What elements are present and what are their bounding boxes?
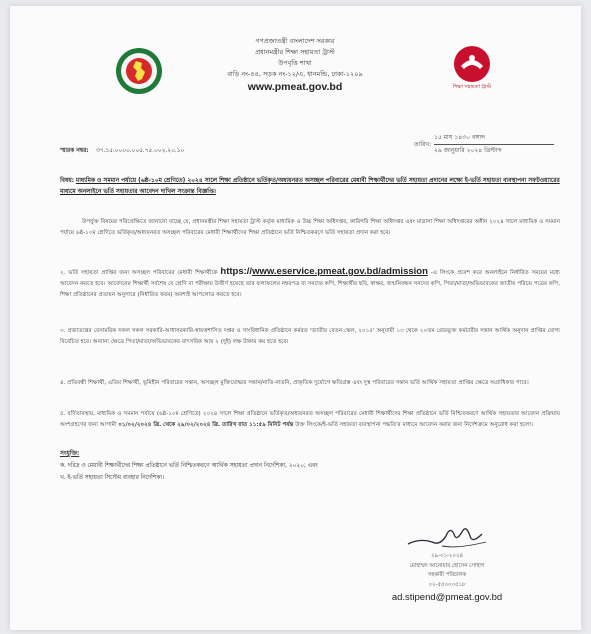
memo-number (60, 146, 184, 156)
date-block (414, 133, 554, 156)
signature-block (382, 516, 512, 603)
paragraph-2-rest: -এ লিংকে প্রবেশ করে অনলাইনে নির্ধারিত সময়ের মধ্যে আবেদন করতে হবে। আবেদনের শিক্ষার্থী সর্বশেষ যে শ্রেণি বা পরীক্ষায় উত্তীর্ণ হয়েছে তার ফলাফলের নম্বরপত্র বা সনদের কপি, শিক্ষার্থীর ছবি, স্বাক্ষর, জন্মনিবন্ধন সনদের কপি, পিতা/মাতা/অভিভাবকের জাতীয় পরিচয় পত্রের কপি, শিক্ষা প্রতিষ্ঠানের প্রত্যয়ন অনুসারে (নির্ধারিত ফরম) অবশ্যই আপলোড করতে হবে। (60, 270, 560, 298)
memo-label: স্মারক নম্বর: (60, 148, 89, 154)
date-label: তারিখ: (414, 141, 432, 148)
attachment-item: ক. দরিদ্র ও মেধাবী শিক্ষার্থীদের শিক্ষা প্রতিষ্ঠানে ভর্তি নিশ্চিতকরণে আর্থিক সহায়তা প্রদান নির্দেশিকা, ২০২০; এবং (60, 463, 318, 469)
admission-link[interactable]: https://www.eservice.pmeat.gov.bd/admission (220, 266, 428, 277)
paragraph-4 (60, 378, 560, 389)
subject-label: বিষয়: (60, 178, 75, 184)
attachment-item: খ. ই-ভর্তি সহায়তা সিস্টেম ব্যবহার নির্দেশিকা। (60, 475, 165, 481)
website: www.pmeat.gov.bd (247, 81, 343, 93)
bangladesh-govt-logo (114, 46, 164, 96)
attachments (60, 448, 560, 484)
paragraph-2 (60, 267, 560, 300)
date-bangla: ১৫ মাঘ ১৪৩০ বঙ্গাব্দ (434, 134, 486, 141)
letterhead (170, 36, 420, 94)
trust-logo-caption: শিক্ষা সহায়তা ট্রাস্ট (452, 84, 492, 90)
paragraph-5 (60, 409, 560, 431)
address: বাড়ি নং-৪৪, সড়ক নং-১২/এ, ধানমন্ডি, ঢাকা-১২০৯ (227, 70, 363, 78)
signature-date: ২৯-০১-২০২৪ (431, 553, 463, 559)
signatory-email[interactable]: ad.stipend@pmeat.gov.bd (391, 592, 503, 603)
paragraph-5-text: ৫. বর্ণিতাবস্থায়, মাধ্যমিক ও সমমান পর্যায়ে (৬ষ্ঠ-১০ম শ্রেণিতে) ২০২৪ সালে শিক্ষা প্রতিষ্ঠানে ভর্তিকৃত/অধ্যয়নরত অসচ্ছল পরিবারের মেধাবী শিক্ষার্থীদের শিক্ষা প্রতিষ্ঠানে ভর্তি নিশ্চিতকরণে আর্থিক সহায়তার আবেদন প্রক্রিয়ায় অংশগ্রহণের জন্য আগামী (60, 411, 560, 428)
trust-logo (447, 44, 497, 96)
memo-value: ৩৭.১৫.০০০০.০০৫.৭৫.০০২.২০.১০ (95, 148, 185, 154)
subject-text: মাধ্যমিক ও সমমান পর্যায়ে (৬ষ্ঠ-১০ম শ্রেণিতে) ২০২৪ সালে শিক্ষা প্রতিষ্ঠানে ভর্তিকৃত/অধ্যয়নরত অসচ্ছল পরিবারের মেধাবী শিক্ষার্থীদের ভর্তি সহায়তা প্রদানের লক্ষ্যে ই-ভর্তি সহায়তা ব্যবস্থাপনা সফটওয়্যারের মাধ্যমে অনলাইনে ভর্তি সহায়তার আবেদন দাখিল সংক্রান্ত বিজ্ঞপ্তি। (60, 178, 560, 195)
govt-name: গণপ্রজাতন্ত্রী বাংলাদেশ সরকার (255, 37, 335, 45)
date-divider (434, 144, 554, 145)
handwritten-signature (402, 516, 492, 552)
paragraph-3-text: ৩. প্রজাতন্ত্রের বেসামরিক সকল সকল সরকারি-আধাসরকারি-স্বায়ত্তশাসিত দপ্তর ও সাংবিধানিক প্রতিষ্ঠানে কর্মরত 'জাতীয় বেতন স্কেল, ২০১৫' অনুযায়ী ১৩ থেকে ২০তম গ্রেডভুক্ত কর্মচারীর সন্তান আর্থিক অনুদান প্রাপ্তির যোগ্য বিবেচিত হবে। অন্যান্য ক্ষেত্রে পিতা/মাতা/অভিভাবকের বাৎসরিক আয় ২ (দুই) লক্ষ টাকার কম হতে হবে। (60, 328, 560, 345)
paragraph-1-text: উপর্যুক্ত বিষয়ের পরিপ্রেক্ষিতে জানানো যাচ্ছে যে, প্রধানমন্ত্রীর শিক্ষা সহায়তা ট্রাস্ট কর্তৃক মাধ্যমিক ও উচ্চ শিক্ষা অধিদপ্তর, কারিগরি শিক্ষা অধিদপ্তর এবং মাদ্রাসা শিক্ষা অধিদপ্তরের অধীন ২০২৪ সালে মাধ্যমিক ও সমমান পর্যায়ে ৬ষ্ঠ-১০ম শ্রেণিতে ভর্তিকৃত/অধ্যয়নরত অসচ্ছল পরিবারের মেধাবী শিক্ষার্থীদের শিক্ষা প্রতিষ্ঠানে ভর্তি নিশ্চিতকরণে ভর্তি সহায়তা প্রদান করা হবে। (60, 219, 560, 236)
notice-document (10, 6, 581, 630)
subject (60, 176, 560, 198)
branch-name: উপবৃত্তি শাখা (278, 59, 312, 67)
paragraph-3 (60, 326, 560, 348)
paragraph-2-text: ২. ভর্তি সহায়তা প্রাপ্তির জন্য অসচ্ছল পরিবারের মেধাবী শিক্ষার্থীকে (60, 270, 218, 276)
signatory-name: মোহাম্মদ আনোয়ার হোসেন সোহাগ (409, 562, 485, 569)
application-deadline: ০১/০২/২০২৪ খ্রি. থেকে ২৯/০২/২০২৪ খ্রি. তারিখ রাত ১১:৫৯ মিনিট পর্যন্ত (118, 421, 294, 428)
paragraph-1 (60, 217, 560, 239)
signatory-designation: সহকারী পরিচালক (427, 572, 467, 578)
date-english: ২৯ জানুয়ারি ২০২৪ খ্রিস্টাব্দ (434, 147, 502, 154)
paragraph-4-text: ৪. প্রতিবন্ধী শিক্ষার্থী, এতিম শিক্ষার্থী, ভূমিহীন পরিবারের সন্তান, অসচ্ছল মুক্তিযোদ্ধার সন্তান/নাতি-নাতনি, প্রাকৃতিক দুর্যোগে ক্ষতিগ্রস্ত এবং দুস্থ পরিবারের সন্তান ভর্তি আর্থিক সহায়তা প্রাপ্তির ক্ষেত্রে অগ্রাধিকার পাবে। (60, 380, 529, 386)
attachments-heading: সংযুক্তি: (60, 451, 80, 457)
paragraph-5-rest: উক্ত লিংকে/ই-ভর্তি সহায়তা ব্যবস্থাপনা পদ্ধতি'র মাধ্যমে আবেদন করার জন্য নির্দেশক্রমে অনুরোধ করা হলো। (295, 421, 533, 428)
trust-name: প্রধানমন্ত্রীর শিক্ষা সহায়তা ট্রাস্ট (255, 48, 335, 56)
signatory-phone: ০২-৫৫০০০৫১৮ (428, 581, 466, 588)
